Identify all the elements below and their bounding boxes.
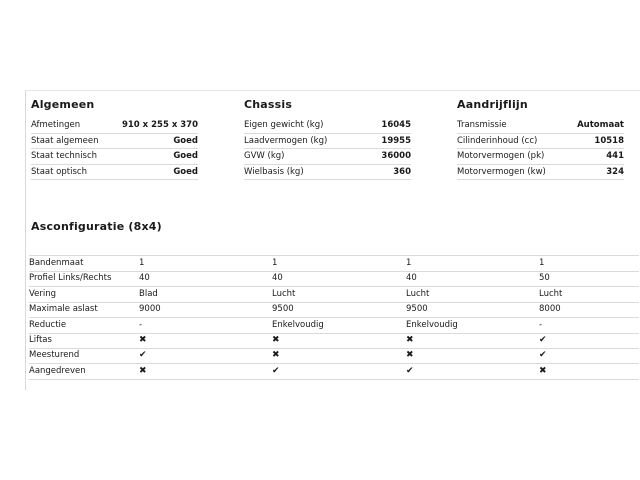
panel-border [25, 90, 640, 91]
row-label: Liftas [29, 334, 52, 345]
row-value: Goed [173, 135, 198, 146]
axle-cell: 9500 [406, 304, 428, 315]
table-row [31, 149, 198, 165]
axle-cell: 40 [406, 273, 417, 284]
row-label: Eigen gewicht (kg) [244, 120, 324, 131]
row-label: Cilinderinhoud (cc) [457, 135, 538, 146]
row-value: 324 [606, 166, 624, 177]
axle-cell: Enkelvoudig [406, 319, 458, 330]
check-icon: ✔ [539, 350, 547, 361]
axle-cell: 1 [272, 258, 278, 268]
axle-cell: 1 [539, 258, 545, 268]
table-row [457, 165, 624, 181]
row-label: Profiel Links/Rechts [29, 273, 112, 284]
check-icon: ✔ [406, 365, 414, 376]
chassis-table [244, 118, 411, 180]
axle-cell: 50 [539, 273, 550, 284]
row-label: Motorvermogen (kw) [457, 166, 546, 177]
axle-cell: Blad [139, 288, 158, 299]
check-icon: ✔ [272, 365, 280, 376]
axle-cell: 1 [139, 258, 145, 268]
cross-icon: ✖ [406, 334, 414, 345]
table-row [244, 134, 411, 150]
cross-icon: ✖ [139, 365, 147, 376]
row-value: 36000 [381, 151, 411, 162]
cross-icon: ✖ [272, 334, 280, 345]
row-value: 441 [606, 151, 624, 162]
axle-cell: Lucht [406, 288, 430, 299]
check-icon: ✔ [539, 334, 547, 345]
row-value: 360 [393, 166, 411, 177]
axle-cell: Enkelvoudig [272, 319, 324, 330]
row-label: Staat algemeen [31, 135, 99, 146]
cross-icon: ✖ [272, 350, 280, 361]
row-label: Staat optisch [31, 166, 87, 177]
row-divider [29, 379, 639, 380]
row-label: GVW (kg) [244, 151, 285, 162]
table-row [244, 149, 411, 165]
row-label: Meesturend [29, 350, 80, 361]
table-row [457, 149, 624, 165]
section-title-aandrijflijn: Aandrijflijn [457, 98, 528, 111]
table-row [29, 333, 639, 348]
row-value: Automaat [577, 120, 624, 131]
axle-cell: Lucht [539, 288, 563, 299]
row-value: 910 x 255 x 370 [121, 120, 198, 131]
section-title-algemeen: Algemeen [31, 98, 95, 111]
row-value: 16045 [381, 120, 411, 131]
table-row [457, 118, 624, 134]
row-label: Bandenmaat [29, 258, 84, 268]
row-label: Motorvermogen (pk) [457, 151, 545, 162]
row-label: Laadvermogen (kg) [244, 135, 328, 146]
table-row [29, 271, 639, 286]
table-row [29, 287, 639, 302]
table-row [29, 318, 639, 333]
table-row [29, 302, 639, 317]
row-label: Afmetingen [31, 120, 81, 131]
row-label: Wielbasis (kg) [244, 166, 304, 177]
table-row [29, 348, 639, 363]
cross-icon: ✖ [406, 350, 414, 361]
cross-icon: ✖ [139, 334, 147, 345]
row-label: Staat technisch [31, 151, 98, 162]
table-row [29, 364, 639, 379]
row-value: Goed [173, 166, 198, 177]
panel-border [25, 90, 26, 390]
axle-config-table [29, 256, 639, 379]
aandrijflijn-table [457, 118, 624, 180]
table-row [31, 118, 198, 134]
axle-cell: 9000 [139, 304, 161, 315]
cross-icon: ✖ [539, 365, 547, 376]
row-value: Goed [173, 151, 198, 162]
row-label: Maximale aslast [29, 304, 98, 315]
axle-cell: 9500 [272, 304, 294, 315]
row-label: Transmissie [457, 120, 507, 131]
row-label: Aangedreven [29, 365, 86, 376]
axle-cell: Lucht [272, 288, 296, 299]
row-label: Vering [29, 288, 57, 299]
table-row [31, 134, 198, 150]
axle-cell: 40 [139, 273, 150, 284]
row-label: Reductie [29, 319, 67, 330]
axle-cell: 8000 [539, 304, 561, 315]
table-row [31, 165, 198, 181]
axle-cell: 40 [272, 273, 283, 284]
table-row [244, 118, 411, 134]
axle-cell: - [539, 319, 543, 330]
table-row [457, 134, 624, 150]
axle-cell: 1 [406, 258, 412, 268]
specs-panel [25, 90, 640, 390]
table-row [244, 165, 411, 181]
table-row [29, 256, 639, 271]
check-icon: ✔ [139, 350, 147, 361]
section-title-chassis: Chassis [244, 98, 293, 111]
row-value: 19955 [381, 135, 411, 146]
algemeen-table [31, 118, 198, 180]
row-value: 10518 [594, 135, 624, 146]
section-title-asconfiguratie: Asconfiguratie (8x4) [31, 220, 162, 233]
axle-cell: - [139, 319, 143, 330]
